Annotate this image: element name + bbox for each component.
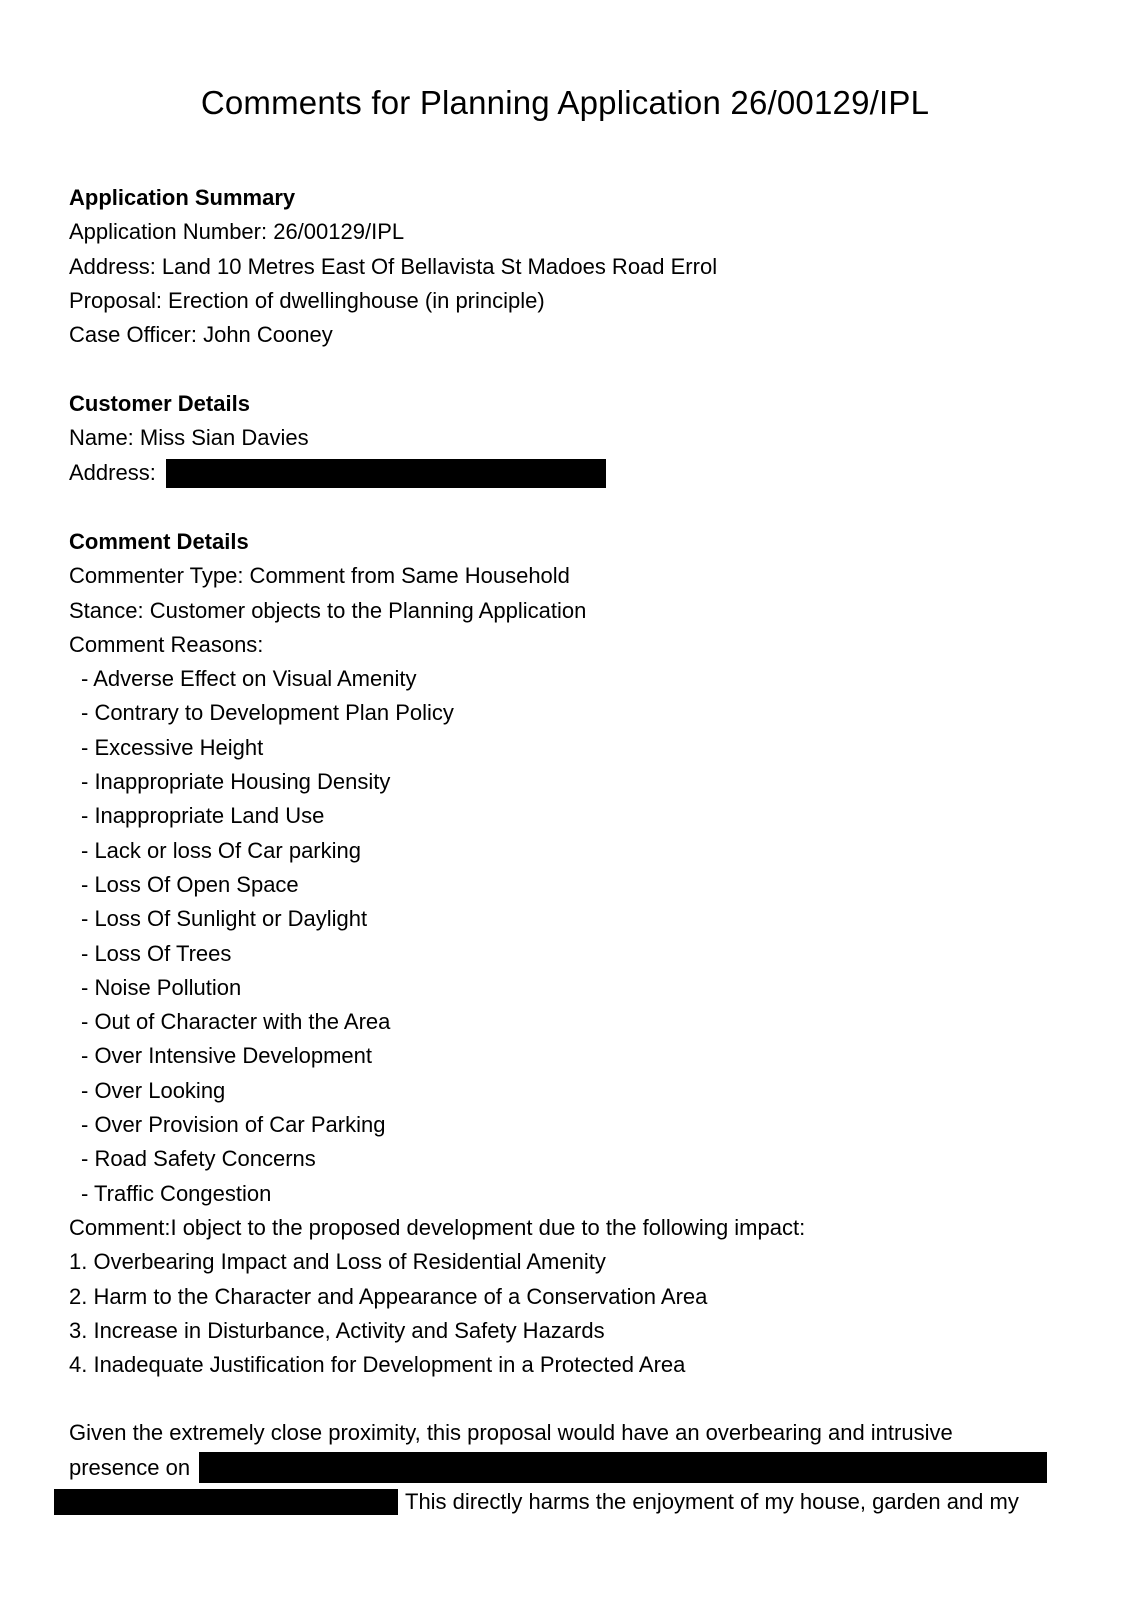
comment-point: 4. Inadequate Justification for Development in a Protected Area bbox=[69, 1352, 686, 1378]
redaction-bar bbox=[166, 459, 606, 488]
comment-reason: - Inappropriate Land Use bbox=[81, 803, 325, 829]
commenter-type: Commenter Type: Comment from Same Household bbox=[69, 563, 570, 589]
comment-reason: - Over Intensive Development bbox=[81, 1043, 373, 1069]
comment-point: 2. Harm to the Character and Appearance of a Conservation Area bbox=[69, 1283, 708, 1309]
application-address: Address: Land 10 Metres East Of Bellavista St Madoes Road Errol bbox=[69, 253, 718, 279]
comment-reason: - Over Provision of Car Parking bbox=[81, 1112, 386, 1138]
comment-reason: - Over Looking bbox=[81, 1077, 226, 1103]
redaction-bar bbox=[54, 1489, 398, 1515]
page-title: Comments for Planning Application 26/00129/IPL bbox=[200, 84, 930, 121]
comment-reason: - Excessive Height bbox=[81, 734, 264, 760]
application-proposal: Proposal: Erection of dwellinghouse (in principle) bbox=[69, 287, 545, 313]
redaction-bar bbox=[199, 1452, 1047, 1483]
comment-reason: - Loss Of Sunlight or Daylight bbox=[81, 906, 368, 932]
customer-details-section bbox=[69, 387, 1069, 490]
comment-reason: - Noise Pollution bbox=[81, 974, 242, 1000]
comment-intro: Comment:I object to the proposed development due to the following impact: bbox=[69, 1214, 806, 1240]
customer-name: Name: Miss Sian Davies bbox=[69, 425, 309, 451]
comment-reason: - Road Safety Concerns bbox=[81, 1146, 316, 1172]
stance: Stance: Customer objects to the Planning Application bbox=[69, 597, 587, 623]
comment-details-heading: Comment Details bbox=[69, 529, 249, 554]
comment-details-section bbox=[69, 525, 1069, 1382]
comment-reason: - Loss Of Trees bbox=[81, 940, 232, 966]
customer-details-heading: Customer Details bbox=[69, 391, 250, 416]
case-officer: Case Officer: John Cooney bbox=[69, 322, 333, 348]
comment-reason: - Traffic Congestion bbox=[81, 1180, 272, 1206]
comment-reason: - Inappropriate Housing Density bbox=[81, 769, 391, 795]
comment-point: 1. Overbearing Impact and Loss of Residential Amenity bbox=[69, 1249, 606, 1275]
comment-reason: - Out of Character with the Area bbox=[81, 1009, 391, 1035]
customer-address bbox=[69, 456, 1069, 490]
comment-reason: - Adverse Effect on Visual Amenity bbox=[81, 666, 417, 692]
closing-line-2-text: presence on bbox=[69, 1455, 191, 1480]
closing-line-1: Given the extremely close proximity, this proposal would have an overbearing and intrusive bbox=[69, 1420, 953, 1445]
comment-reasons-label: Comment Reasons: bbox=[69, 631, 264, 657]
comment-reason: - Loss Of Open Space bbox=[81, 871, 299, 897]
customer-address-label: Address: bbox=[69, 459, 156, 485]
application-number: Application Number: 26/00129/IPL bbox=[69, 219, 405, 245]
application-summary-heading: Application Summary bbox=[69, 185, 296, 210]
comment-reason: - Contrary to Development Plan Policy bbox=[81, 700, 454, 726]
application-summary-section bbox=[69, 181, 1069, 352]
closing-line-2 bbox=[69, 1451, 190, 1485]
comment-reason: - Lack or loss Of Car parking bbox=[81, 837, 361, 863]
closing-line-3: This directly harms the enjoyment of my house, garden and my bbox=[405, 1489, 1019, 1514]
comment-point: 3. Increase in Disturbance, Activity and Safety Hazards bbox=[69, 1317, 605, 1343]
